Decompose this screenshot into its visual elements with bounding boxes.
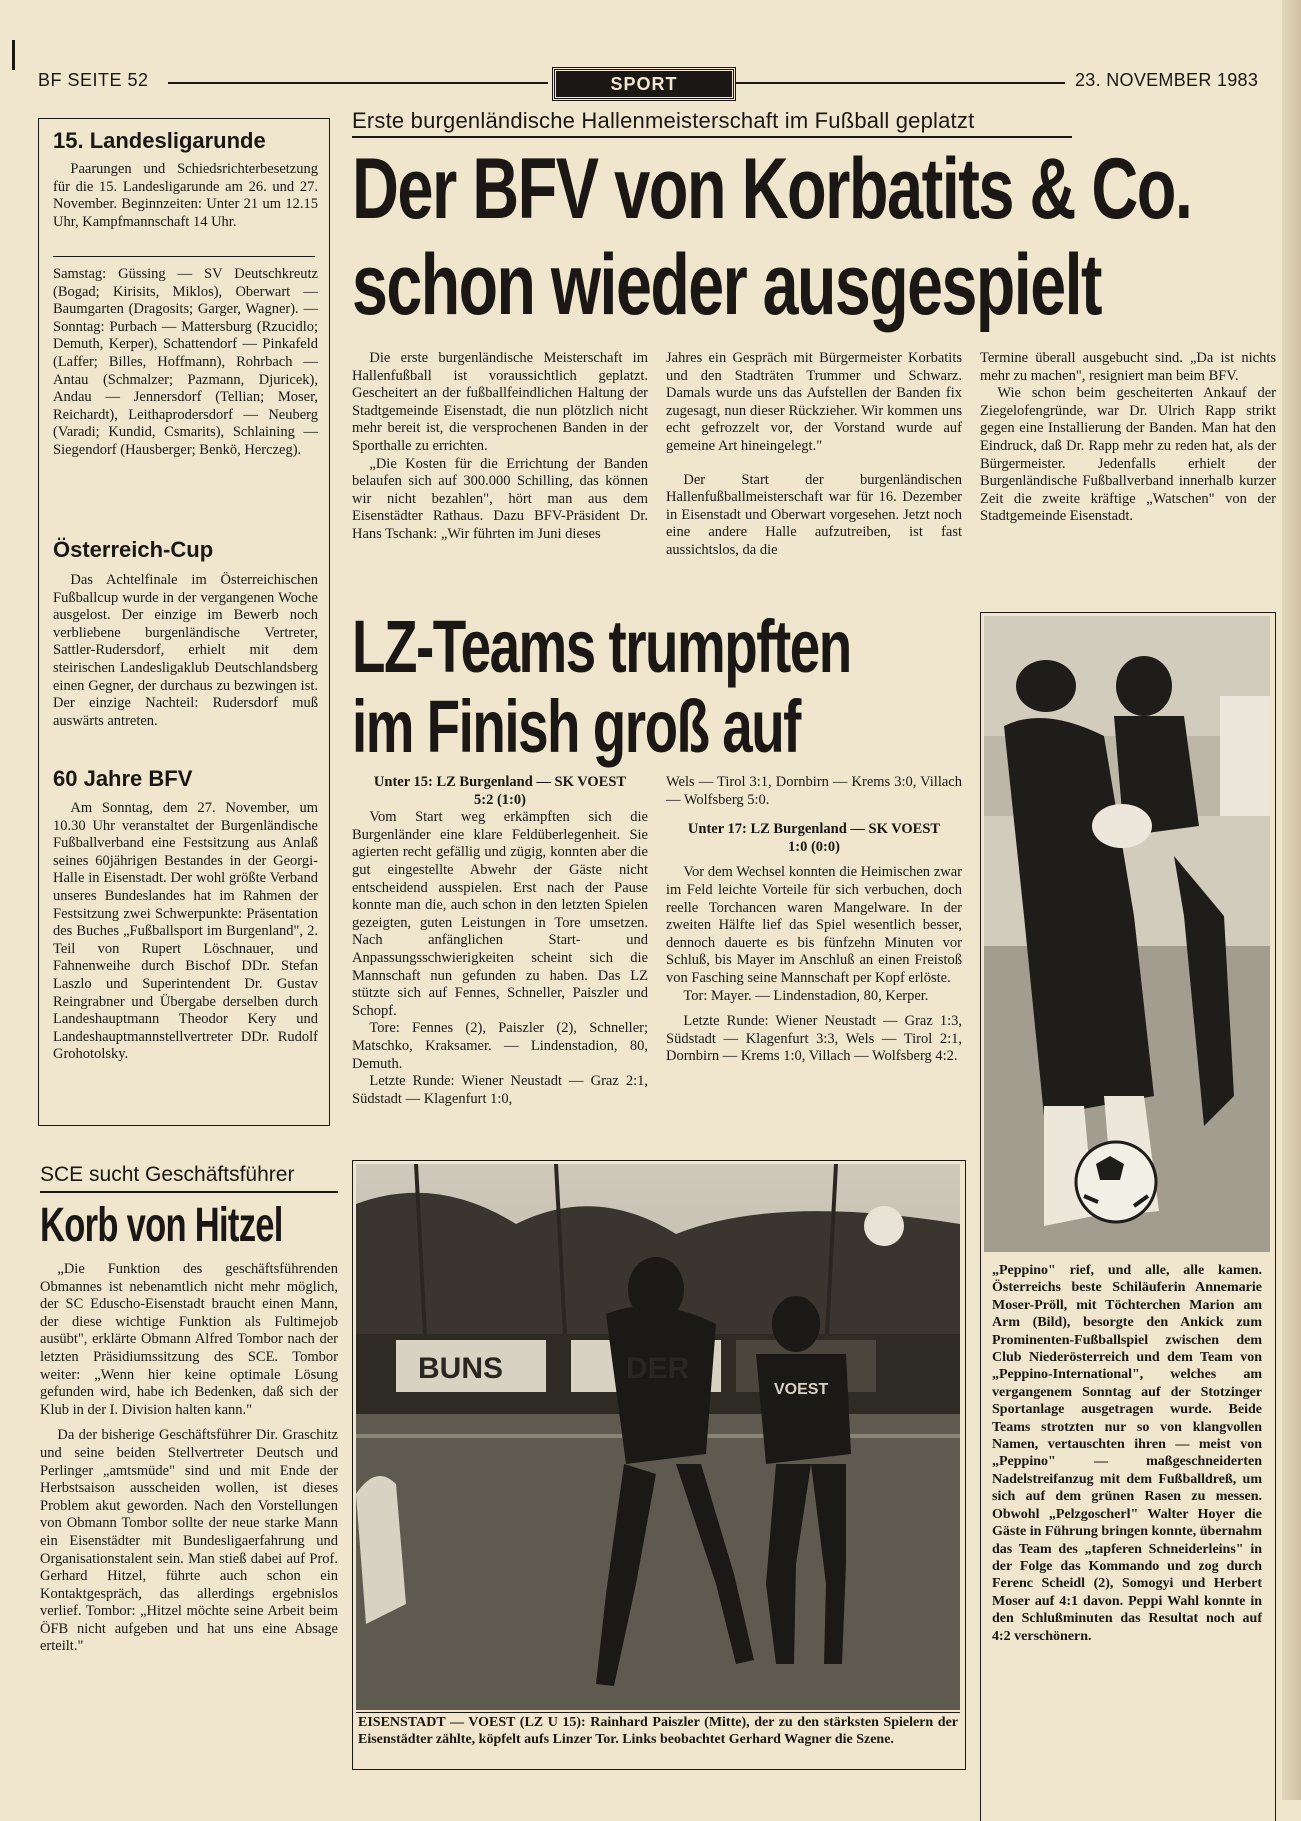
paragraph: Paarungen und Schiedsrichterbesetzung für die 15. Landesligarunde am 26. und 27. November. Beginnzeiten: Unter 21 um 12.15 Uhr, Kampfmannschaft 14 Uhr. [53,161,318,230]
header-page-number: BF SEITE 52 [38,70,149,90]
paragraph: „Die Funktion des geschäftsführenden Obmannes ist nebenamtlich nicht mehr möglich, der SC Eduscho-Eisenstadt braucht einen Mann, der diese wichtige Funktion als Fultimejob ausübt", erklärte Obmann Alfred Tombor nach der letzten Präsidiumssitzung des SCE. Tombor weiter: „Wenn hier keine optimale Lösung gefunden wird, habe ich Bedenken, daß sich der Klub in der I. Division halten kann." [40,1261,338,1418]
stadium-banner-text-2: DER [626,1352,690,1385]
u15-score: 5:2 (1:0) [474,791,526,808]
u15-heading: Unter 15: LZ Burgenland — SK VOEST [373,774,627,790]
paragraph: Der Start der burgenländischen Hallenfußballmeisterschaft war für 16. Dezember in Eisenstadt und Oberwart vorgesehen. Jetzt noch eine andere Halle aufzutreiben, ist fast aussichtslos, da die [666,471,962,558]
header-section-label: SPORT [553,68,735,100]
main-kicker: Erste burgenländische Hallenmeisterschaft im Fußball geplatzt [352,108,975,133]
sidebar-bfv-text [53,800,318,1064]
peppino-photo-caption: „Peppino" rief, und alle, alle kamen. Österreichs beste Schiläuferin Annemarie Moser-Pröll, mit Töchterchen Marion am Arm (Bild), besorgte den Ankick zum Prominenten-Fußballspiel zwischen dem Club Niederösterreich und dem Team von „Peppino-International", welches am vergangenem Sonntag auf der Stotzinger Sportanlage ausgetragen wurde. Beide Teams strotzten nur so von klangvollen Namen, vertauschten ihren — meist von „Peppino" — maßgeschneiderten Nadelstreifanzug mit dem Fußballdreß, um sich auf dem grünen Rasen zu messen. Obwohl „Pelzgoscherl" Walter Hoyer die Gäste in Führung bringen konnte, übernahm das Team des „tapferen Schneiderleins" in der Folge das Kommando und zog durch Ferenc Scheidl (2), Somogyi und Herbert Moser auf 4:1 davon. Peppi Wahl konnte in den Schlußminuten das Resultat noch auf 4:2 verschönern. [992,1263,1262,1644]
paragraph: Die erste burgenländische Meisterschaft im Hallenfußball ist voraussichtlich geplatzt. Gescheitert an der fußballfeindlichen Haltung der Stadtgemeinde Eisenstadt, die nun plötzlich nicht mehr bereit ist, die versprochenen Banden in der Sporthalle zu errichten. [352,350,648,454]
u15-last-round: Letzte Runde: Wiener Neustadt — Graz 2:1, Südstadt — Klagenfurt 1:0, [352,1073,648,1107]
main-column-2 [666,350,962,560]
paragraph: Vom Start weg erkämpften sich die Burgenländer eine klare Feldüberlegenheit. Sie agierten recht gefällig und zügig, konnten aber die gut eingestellte Abwehr der Gäste nicht entscheidend ausspielen. Erst nach der Pause konnte man die, auch schon in den letzten Spielen gezeigten, guten Leistungen in Tore umsetzen. Nach anfänglichen Start- und Anpassungsschwierigkeiten scheint sich die Mannschaft nun gefunden zu haben. Das LZ stützte sich auf Fennes, Schneller, Paiszler und Schopf. [352,809,648,1019]
right-edge-shadow [1282,0,1301,1800]
page-edge-mark [12,40,15,70]
paragraph: Wie schon beim gescheiterten Ankauf der Ziegelofengründe, war Dr. Ulrich Rapp strikt gegen eine Installierung der Banden. Man hat den Eindruck, daß Dr. Rapp mehr zu reden hat, als der Bürgermeister. Jedenfalls erhielt der Burgenländische Fußballverband innerhalb kurzer Zeit die zweite kräftige „Watschen" von der Stadtgemeinde Eisenstadt. [980,385,1276,525]
main-kicker-rule [352,136,1072,138]
main-column-3 [980,350,1276,526]
sce-body [40,1261,338,1656]
match-photo [356,1164,960,1710]
paragraph: Das Achtelfinale im Österreichischen Fußballcup wurde in der vergangenen Woche ausgelost. Der einzige im Bewerb noch verbliebene burgenländische Vertreter, Sattler-Rudersdorf, erhielt mit dem steirischen Landesligaklub Deutschlandsberg einen Gegner, der durchaus zu bezwingen ist. Der einzige Nachteil: Rudersdorf muß auswärts antreten. [53,572,318,729]
sce-kicker: SCE sucht Geschäftsführer [40,1163,295,1186]
main-column-1 [352,350,648,544]
sidebar-title-bfv: 60 Jahre BFV [53,766,193,791]
sidebar-title-landesliga: 15. Landesligarunde [53,128,266,153]
u17-last-round: Letzte Runde: Wiener Neustadt — Graz 1:3, Südstadt — Klagenfurt 3:3, Wels — Tirol 2:1, Dornbirn — Krems 1:0, Villach — Wolfsberg 4:2. [666,1013,962,1065]
paragraph: Da der bisherige Geschäftsführer Dir. Graschitz und seine beiden Stellvertreter Deutsch und Perlinger „amtsmüde" sind und mit Ende der Herbstsaison ausscheiden wollen, ist dieses Problem akut geworden. Nach den Vorstellungen von Obmann Tombor sollte der neue starke Mann ein Eisenstädter mit Bundesligaerfahrung und Organisationstalent sein. Man stieß dabei auf Prof. Gerhard Hitzel, führte auch schon ein Kontaktgespräch, das allerdings ergebnislos verlief. Tombor: „Hitzel möchte seine Arbeit beim ÖFB nicht aufgeben und hat uns eine Absage erteilt." [40,1427,338,1655]
lz-headline-line2: im Finish groß auf [352,685,800,768]
main-headline-line1: Der BFV von Korbatits & Co. [352,141,1192,237]
peppino-photo [984,616,1270,1252]
match-photo-caption: EISENSTADT — VOEST (LZ U 15): Rainhard Paiszler (Mitte), der zu den stärksten Spielern der Eisenstädter zählte, köpfelt aufs Linzer Tor. Links beobachtet Gerhard Wagner die Szene. [358,1715,958,1747]
sidebar-intro-text [53,161,318,231]
match-photo-caption-rule [356,1712,960,1713]
sidebar-games-text [53,266,318,460]
sidebar-divider [53,256,315,257]
paragraph: Termine überall ausgebucht sind. „Da ist nichts mehr zu machen", resigniert man beim BFV. [980,350,1276,384]
lz-column-u17 [666,774,962,1066]
header-rule-right [735,82,1065,84]
u15-goals: Tore: Fennes (2), Paiszler (2), Schneller; Matschko, Kraksamer. — Lindenstadion, 80, Demuth. [352,1020,648,1072]
u17-score: 1:0 (0:0) [788,838,840,855]
lz-column-u15 [352,774,648,1108]
sidebar-title-cup: Österreich-Cup [53,537,214,562]
sidebar-cup-text [53,572,318,730]
paragraph: Samstag: Güssing — SV Deutschkreutz (Bogad; Kirisits, Miklos), Oberwart — Baumgarten (Dragosits; Garger, Wagner). — Sonntag: Purbach — Mattersburg (Rzucidlo; Demuth, Kerper), Schattendorf — Pinkafeld (Laffer; Billes, Hoffmann), Rohrbach — Antau (Schmalzer; Pazmann, Djuricek), Andau — Jennersdorf (Tellian; Moser, Reichardt), Leithaprodersdorf — Neuberg (Varadi; Kundid, Csmarits), Schlaining — Siegendorf (Hausberger; Benkö, Herczeg). [53,266,318,458]
jersey-text: VOEST [774,1381,829,1398]
paragraph: Vor dem Wechsel konnten die Heimischen zwar im Feld leichte Vorteile für sich verbuchen, doch reelle Torchancen waren Mangelware. In der zweiten Hälfte lief das Spiel wesentlich besser, dennoch dauerte es bis fünfzehn Minuten vor Schluß, bis Mayer im Anschluß an einen Freistoß von Fasching seine Mannschaft per Kopf erlöste. [666,864,962,986]
sce-kicker-rule [40,1191,338,1193]
stadium-banner-text-1: BUNS [418,1352,504,1385]
header-rule-left [168,82,548,84]
match-photo-image [356,1164,960,1710]
main-headline-line2: schon wieder ausgespielt [352,237,1101,333]
header-date: 23. NOVEMBER 1983 [1075,70,1259,90]
peppino-photo-image [984,616,1270,1252]
paragraph: Jahres ein Gespräch mit Bürgermeister Korbatits und den Stadträten Trummer und Schwarz. Damals wurde uns das Aufstellen der Banden fix zugesagt, nun dieser Rückzieher. Wir kommen uns echt gefrozzelt vor, der Vorstand wurde auf gemeine Art hineingelegt." [666,350,962,454]
paragraph: Am Sonntag, dem 27. November, um 10.30 Uhr veranstaltet der Burgenländische Fußballverband eine Festsitzung aus Anlaß seines 60jährigen Bestandes in der Georgi-Halle in Eisenstadt. Der wohl größte Verband unseres Bundeslandes hat im Rahmen der Festsitzung zwei Schwerpunkte: Präsentation des Buches „Fußballsport im Burgenland", 2. Teil von Rupert Löschnauer, und Fahnenweihe durch Bischof DDr. Stefan Laszlo und Superintendent Dr. Gustav Reingrabner und Übergabe derselben durch Landeshauptmann Theodor Kery und Landeshauptmannstellvertreter DDr. Rudolf Grohotolsky. [53,800,318,1063]
lz-headline-line1: LZ-Teams trumpften [352,605,851,688]
u15-last-round-cont: Wels — Tirol 3:1, Dornbirn — Krems 3:0, Villach — Wolfsberg 5:0. [666,774,962,808]
u17-goals: Tor: Mayer. — Lindenstadion, 80, Kerper. [683,987,929,1004]
paragraph: „Die Kosten für die Errichtung der Banden belaufen sich auf 300.000 Schilling, das können wir nicht bezahlen", hört man aus dem Eisenstädter Rathaus. Dazu BFV-Präsident Dr. Hans Tschank: „Wir führten im Juni dieses [352,455,648,542]
u17-heading: Unter 17: LZ Burgenland — SK VOEST [687,821,941,838]
sce-headline: Korb von Hitzel [40,1199,283,1252]
